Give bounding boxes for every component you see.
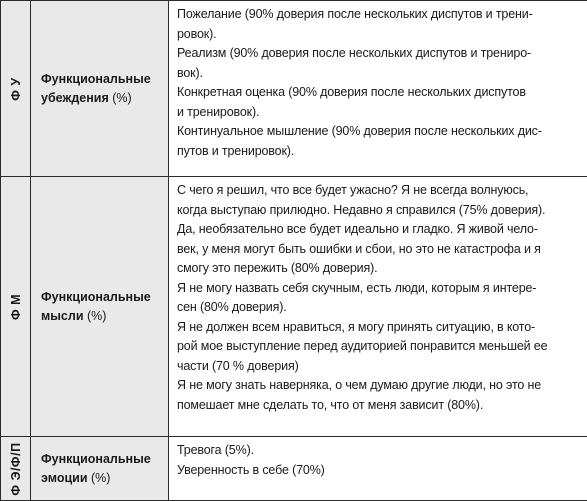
content-line: Конкретная оценка (90% доверия после нескольких диспутов (177, 83, 581, 103)
row-content-cell (169, 1, 587, 177)
row-label-pct: (%) (84, 309, 107, 323)
content-line: Да, необязательно все будет идеально и гладко. Я живой чело- (177, 220, 581, 240)
content-line: путов и тренировок). (177, 142, 581, 162)
row-label (41, 70, 162, 108)
content-line: и тренировок). (177, 103, 581, 123)
row-code-cell (1, 1, 31, 177)
row-content-cell (169, 177, 587, 437)
row-label-cell (31, 177, 169, 437)
row-label-cell (31, 437, 169, 501)
row-label (41, 288, 162, 326)
content-line: смогу это пережить (80% доверия). (177, 259, 581, 279)
content-line: Тревога (5%). (177, 441, 581, 461)
content-line: век, у меня могут быть ошибки и сбои, но это не катастрофа и я (177, 240, 581, 260)
content-line: Континуальное мышление (90% доверия после нескольких дис- (177, 122, 581, 142)
row-code-cell (1, 437, 31, 501)
content-line: Я не могу знать наверняка, о чем думаю другие люди, но это не (177, 376, 581, 396)
content-line: ровок). (177, 25, 581, 45)
row-code: Ф М (9, 293, 23, 319)
content-line: С чего я решил, что все будет ужасно? Я не всегда волнуюсь, (177, 181, 581, 201)
content-line: Реализм (90% доверия после нескольких диспутов и трениро- (177, 44, 581, 64)
table-row-thoughts (1, 177, 587, 437)
table-row-emotions (1, 437, 587, 501)
content-line: Я не должен всем нравиться, я могу принять ситуацию, в кото- (177, 318, 581, 338)
row-label-pct: (%) (109, 91, 132, 105)
row-code: Ф У (9, 77, 23, 100)
content-line: сен (80% доверия). (177, 298, 581, 318)
content-line: рой мое выступление перед аудиторией понравится меньшей ее (177, 337, 581, 357)
content-line: Уверенность в себе (70%) (177, 461, 581, 481)
row-code-cell (1, 177, 31, 437)
row-label-pct: (%) (88, 471, 111, 485)
content-line: помешает мне сделать то, что от меня зависит (80%). (177, 396, 581, 416)
row-label-main: Функциональные (41, 290, 151, 304)
row-label-main: Функциональные (41, 452, 151, 466)
row-label-main: Функциональные (41, 72, 151, 86)
content-line: когда выступаю прилюдно. Недавно я справился (75% доверия). (177, 201, 581, 221)
table-row-beliefs (1, 1, 587, 177)
content-line: Я не могу назвать себя скучным, есть люди, которым я интере- (177, 279, 581, 299)
content-line: вок). (177, 64, 581, 84)
row-content-cell (169, 437, 587, 501)
content-line: Пожелание (90% доверия после нескольких диспутов и трени- (177, 5, 581, 25)
row-label-sub: эмоции (41, 471, 88, 485)
row-label-sub: мысли (41, 309, 84, 323)
row-label-cell (31, 1, 169, 177)
row-code: Ф Э/Ф/П (9, 442, 23, 495)
row-label-sub: убеждения (41, 91, 109, 105)
row-label (41, 450, 162, 488)
content-line: части (70 % доверия) (177, 357, 581, 377)
